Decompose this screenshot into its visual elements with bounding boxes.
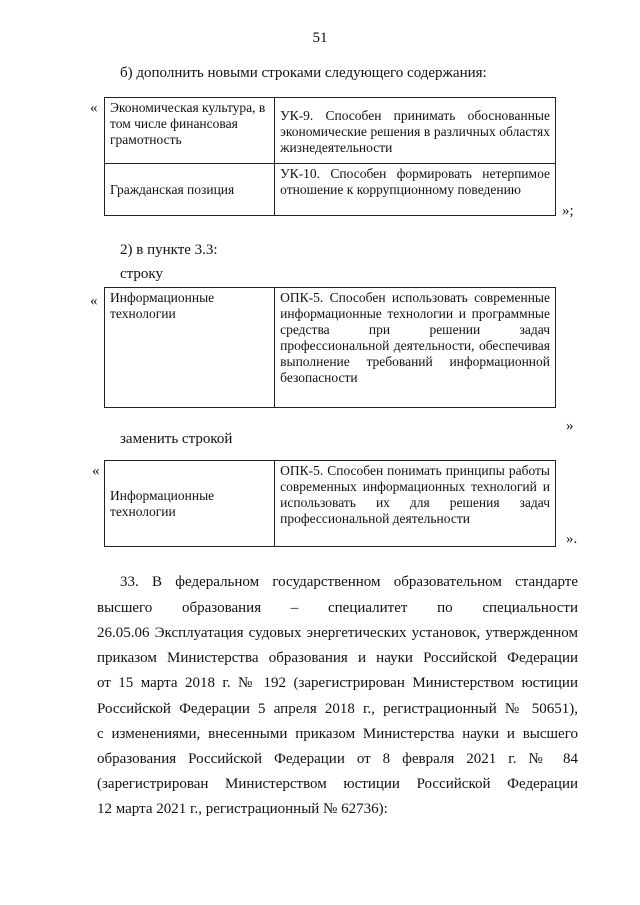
para-line: образования Российской Федерации от 8 февраля 2021 г. № 84 (97, 751, 578, 767)
table-row (105, 164, 556, 216)
para-line: высшего образования – специалитет по специальности (97, 600, 578, 616)
quote-close-2: » (566, 418, 574, 434)
table-cell-left: Информационные технологии (105, 461, 275, 547)
table-row (105, 288, 556, 408)
para-line: приказом Министерства образования и науки Российской Федерации (97, 650, 578, 666)
table-cell-right: ОПК-5. Способен понимать принципы работы современных информационных технологий и использовать их для решения задач профессиональной деятельности (275, 461, 556, 547)
table-cell-left: Информационные технологии (105, 288, 275, 408)
table-new-rows (104, 97, 556, 216)
para-line: Российской Федерации 5 апреля 2018 г., регистрационный № 50651), (97, 701, 578, 717)
para-line: (зарегистрирован Министерством юстиции Российской Федерации (97, 776, 578, 792)
para-line: 33. В федеральном государственном образовательном стандарте (120, 574, 578, 590)
point-2: 2) в пункте 3.3: (120, 242, 218, 258)
para-line: 26.05.06 Эксплуатация судовых энергетических установок, утвержденном (97, 625, 578, 641)
table-cell-right: УК-10. Способен формировать нетерпимое отношение к коррупционному поведению (275, 164, 556, 216)
quote-close-3: ». (566, 531, 578, 547)
page-number: 51 (312, 30, 328, 46)
intro-line: б) дополнить новыми строками следующего содержания: (120, 65, 487, 81)
quote-open-3: « (92, 463, 100, 479)
replace-line: заменить строкой (120, 431, 233, 447)
table-cell-right: ОПК-5. Способен использовать современные информационные технологии и программные средства при решении задач профессиональной деятельности, обеспечивая выполнение требований информационной безопасности (275, 288, 556, 408)
quote-open-1: « (90, 100, 98, 116)
table-cell-left: Экономическая культура, в том числе финансовая грамотность (105, 98, 275, 164)
para-line: от 15 марта 2018 г. № 192 (зарегистрирован Министерством юстиции (97, 675, 578, 691)
table-row (105, 98, 556, 164)
table-new-row (104, 460, 556, 547)
para-line: с изменениями, внесенными приказом Министерства науки и высшего (97, 726, 578, 742)
quote-open-2: « (90, 293, 98, 309)
table-old-row (104, 287, 556, 408)
table-cell-left: Гражданская позиция (105, 164, 275, 216)
para-line: 12 марта 2021 г., регистрационный № 62736): (97, 801, 388, 817)
quote-close-1: »; (562, 203, 574, 219)
table-cell-right: УК-9. Способен принимать обоснованные экономические решения в различных областях жизнедеятельности (275, 98, 556, 164)
stroku-label: строку (120, 266, 163, 282)
table-row (105, 461, 556, 547)
